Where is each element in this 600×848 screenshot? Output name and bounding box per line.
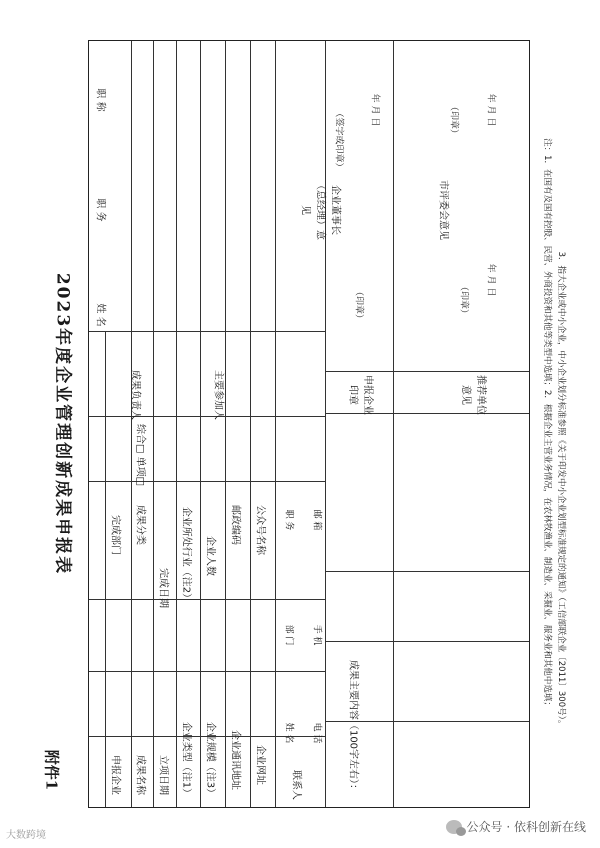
contact-label: 联系人 xyxy=(290,770,302,800)
company-type-label: 企业类型（注1） xyxy=(180,721,192,799)
participants-label: 主要参加人 xyxy=(212,370,224,420)
header-name: 姓 名 xyxy=(94,303,106,327)
recommend-opinion-label: 推荐单位意见 xyxy=(460,375,486,415)
recommend-seal: （印章） xyxy=(458,281,469,319)
email-label: 邮 箱 xyxy=(311,509,322,531)
watermark-right xyxy=(446,818,586,835)
chairman-opinion-label: 企业董事长（总经理）意见 xyxy=(299,180,341,240)
city-date: 年 月 日 xyxy=(485,93,496,127)
complete-date-label: 完成日期 xyxy=(157,568,169,608)
chairman-date: 年 月 日 xyxy=(369,93,380,127)
phone-label: 电 话 xyxy=(311,722,322,744)
form-table xyxy=(88,40,530,808)
company-seal: （印章） xyxy=(353,286,364,324)
city-seal: （印章） xyxy=(448,101,459,139)
employees-label: 企业人数 xyxy=(204,536,216,576)
lead-label: 成果负责人 xyxy=(129,370,141,420)
website-label: 企业网址 xyxy=(254,745,266,785)
wechat-icon xyxy=(446,820,462,834)
note-1: 注：1．在国有及国有控股、民营、外商投资和其他等类型中选填；2．根据企业主营业务情况，在农林牧渔业、制造业、采掘业、服务业和其他中选填； xyxy=(542,138,552,710)
dept-label: 部 门 xyxy=(283,624,294,646)
annex-label: 附件1 xyxy=(42,749,61,791)
apply-company-label: 申报企业 xyxy=(109,755,121,795)
main-content-label: 成果主要内容（100字左右）： xyxy=(347,659,359,795)
establish-date-label: 立项日期 xyxy=(157,755,169,795)
recommend-date: 年 月 日 xyxy=(485,263,496,297)
mobile-label: 手 机 xyxy=(311,624,322,646)
city-opinion-label: 市评委会意见 xyxy=(437,180,449,240)
result-class-label: 成果分类 xyxy=(134,505,146,545)
company-opinion-label: 申报企业印章 xyxy=(347,375,373,415)
header-title: 职 称 xyxy=(94,88,106,112)
header-duty: 职 务 xyxy=(94,198,106,222)
result-name-label: 成果名称 xyxy=(134,755,146,795)
watermark-left: 大数跨境 xyxy=(6,830,46,841)
note-2: 3．指大企业或中小企业，中小企业划分标准参照《关于印发中小企业划型标准规定的通知》（工信部联企业〔2011〕300号）。 xyxy=(556,251,566,729)
official-account-label: 公众号名称 xyxy=(254,505,266,555)
name-label: 姓 名 xyxy=(283,722,294,744)
sign-seal: （签字或印章） xyxy=(333,108,344,172)
watermark-right-text: 公众号 · 依科创新在线 xyxy=(466,820,586,834)
position-label: 职 务 xyxy=(283,509,294,531)
complete-dept-label: 完成部门 xyxy=(109,515,121,555)
industry-label: 企业所处行业（注2） xyxy=(180,506,192,604)
address-label: 企业通讯地址 xyxy=(229,730,241,790)
page-title: 2023年度企业管理创新成果申报表 xyxy=(52,272,73,576)
postcode-label: 邮政编码 xyxy=(229,505,241,545)
company-scale-label: 企业规模（注3） xyxy=(204,721,216,799)
class-options: 综合□ 单项□ xyxy=(134,423,146,487)
